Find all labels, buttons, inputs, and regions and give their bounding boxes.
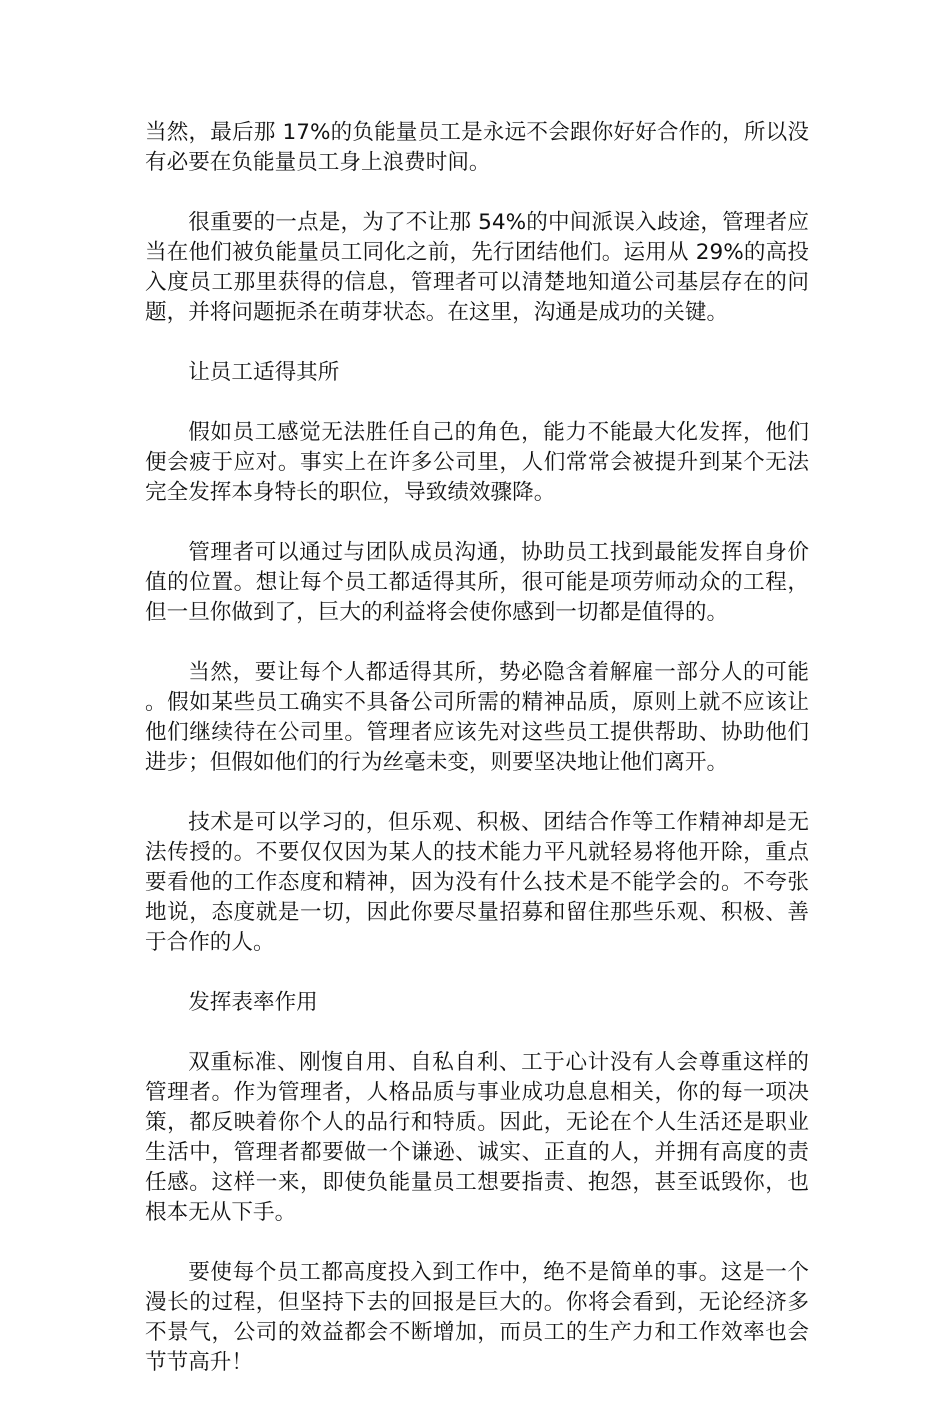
paragraph-dismissal: 当然，要让每个人都适得其所，势必隐含着解雇一部分人的可能。假如某些员工确实不具备公司所需的精神品质，原则上就不应该让他们继续待在公司里。管理者应该先对这些员工提供帮助、协助他们进步；但假如他们的行为丝毫未变，则要坚决地让他们离开。 xyxy=(145,660,809,775)
paragraph-continued-intro: 当然，最后那 17%的负能量员工是永远不会跟你好好合作的，所以没有必要在负能量员工身上浪费时间。 xyxy=(145,120,809,175)
paragraph-conclusion: 要使每个员工都高度投入到工作中，绝不是简单的事。这是一个漫长的过程，但坚持下去的回报是巨大的。你将会看到，无论经济多不景气，公司的效益都会不断增加，而员工的生产力和工作效率也会节节高升！ xyxy=(145,1260,809,1375)
section-heading-right-place: 让员工适得其所 xyxy=(188,360,340,385)
document-body xyxy=(145,118,809,1408)
paragraph-middle-group: 很重要的一点是，为了不让那 54%的中间派误入歧途，管理者应当在他们被负能量员工同化之前，先行团结他们。运用从 29%的高投入度员工那里获得的信息，管理者可以清楚地知道公司基层存在的问题，并将问题扼杀在萌芽状态。在这里，沟通是成功的关键。 xyxy=(145,210,809,325)
paragraph-integrity: 双重标准、刚愎自用、自私自利、工于心计没有人会尊重这样的管理者。作为管理者，人格品质与事业成功息息相关，你的每一项决策，都反映着你个人的品行和特质。因此，无论在个人生活还是职业生活中，管理者都要做一个谦逊、诚实、正直的人，并拥有高度的责任感。这样一来，即使负能量员工想要指责、抱怨，甚至诋毁你，也根本无从下手。 xyxy=(145,1050,809,1225)
paragraph-communication: 管理者可以通过与团队成员沟通，协助员工找到最能发挥自身价值的位置。想让每个员工都适得其所，很可能是项劳师动众的工程，但一旦你做到了，巨大的利益将会使你感到一切都是值得的。 xyxy=(145,540,809,625)
paragraph-role-fit: 假如员工感觉无法胜任自己的角色，能力不能最大化发挥，他们便会疲于应对。事实上在许多公司里，人们常常会被提升到某个无法完全发挥本身特长的职位，导致绩效骤降。 xyxy=(145,420,809,505)
paragraph-attitude: 技术是可以学习的，但乐观、积极、团结合作等工作精神却是无法传授的。不要仅仅因为某人的技术能力平凡就轻易将他开除，重点要看他的工作态度和精神，因为没有什么技术是不能学会的。不夸张地说，态度就是一切，因此你要尽量招募和留住那些乐观、积极、善于合作的人。 xyxy=(145,810,809,955)
section-heading-lead-by-example: 发挥表率作用 xyxy=(188,990,318,1015)
